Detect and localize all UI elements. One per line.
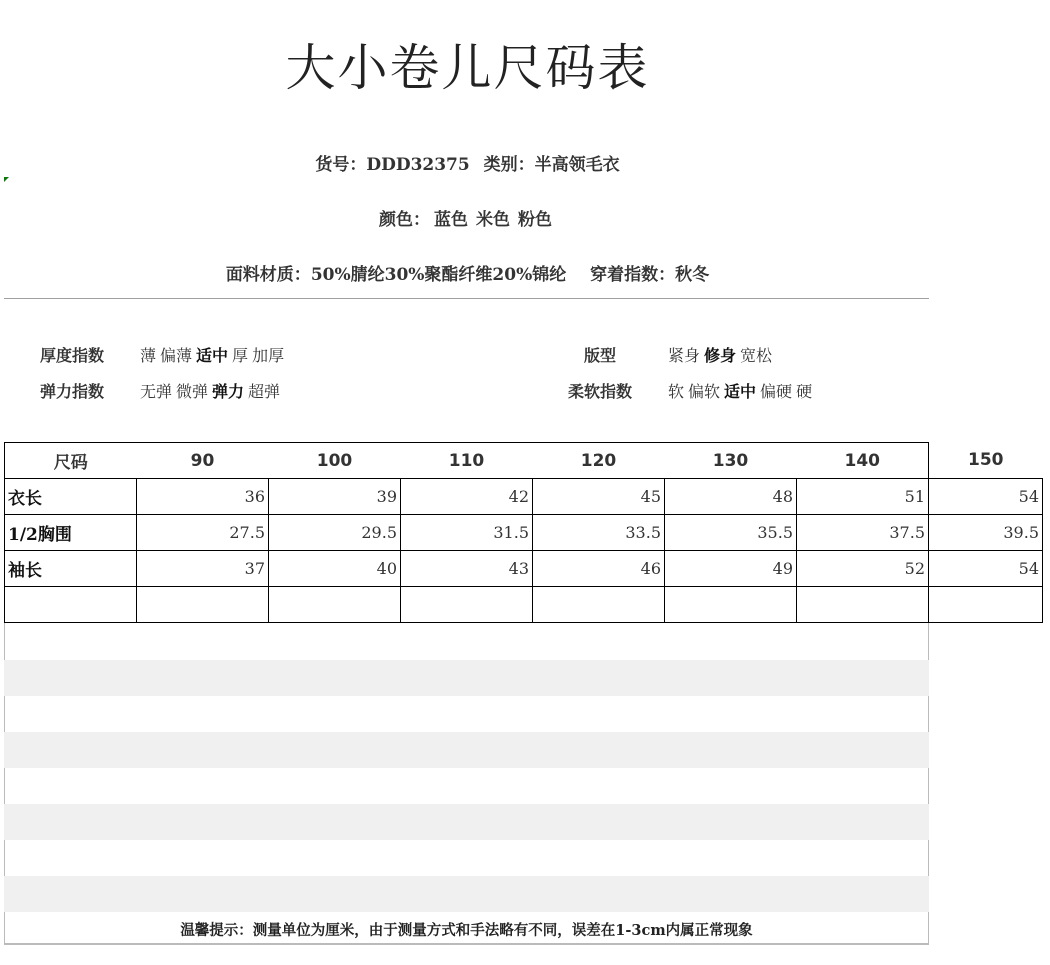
table-cell — [533, 587, 665, 623]
thickness-option: 加厚 — [252, 346, 285, 365]
size-100: 100 — [269, 443, 401, 479]
code-value: DDD32375 — [366, 155, 470, 175]
color-line — [0, 205, 935, 230]
row-label: 衣长 — [5, 479, 137, 515]
material-line — [0, 260, 935, 285]
elasticity-option: 超弹 — [248, 382, 281, 401]
softness-option: 偏软 — [688, 382, 721, 401]
season-label: 穿着指数： — [590, 265, 676, 285]
table-cell: 31.5 — [401, 515, 533, 551]
thickness-option: 适中 — [196, 346, 229, 365]
table-cell: 29.5 — [269, 515, 401, 551]
table-cell: 37 — [137, 551, 269, 587]
row-label: 1/2胸围 — [5, 515, 137, 551]
stripe-row — [4, 660, 929, 696]
table-cell — [797, 587, 929, 623]
table-cell: 43 — [401, 551, 533, 587]
material-label: 面料材质： — [225, 265, 311, 285]
color-3: 粉色 — [518, 210, 552, 230]
table-cell — [137, 587, 269, 623]
cell-comment-marker — [4, 177, 9, 182]
fit-option: 修身 — [704, 346, 737, 365]
table-cell: 42 — [401, 479, 533, 515]
table-cell — [665, 587, 797, 623]
table-cell: 54 — [929, 479, 1043, 515]
color-label: 颜色： — [379, 210, 430, 230]
table-cell: 48 — [665, 479, 797, 515]
product-code-line — [0, 150, 935, 175]
size-110: 110 — [401, 443, 533, 479]
fit-label: 版型 — [583, 346, 616, 365]
code-label: 货号： — [315, 155, 367, 175]
table-cell: 49 — [665, 551, 797, 587]
softness-option: 软 — [668, 382, 685, 401]
softness-label: 柔软指数 — [567, 382, 632, 401]
size-150: 150 — [929, 443, 1043, 479]
row-label: 袖长 — [5, 551, 137, 587]
table-cell — [5, 587, 137, 623]
size-130: 130 — [665, 443, 797, 479]
color-2: 米色 — [476, 210, 510, 230]
divider — [4, 298, 929, 299]
thickness-option: 厚 — [232, 346, 249, 365]
material-value: 50%腈纶30%聚酯纤维20%锦纶 — [310, 265, 567, 285]
fit-option: 紧身 — [668, 346, 701, 365]
fit-options — [668, 343, 776, 366]
table-cell: 46 — [533, 551, 665, 587]
size-table — [4, 442, 1043, 623]
table-row — [5, 551, 1043, 587]
table-cell — [929, 587, 1043, 623]
table-cell: 35.5 — [665, 515, 797, 551]
table-cell: 45 — [533, 479, 665, 515]
table-cell: 40 — [269, 551, 401, 587]
stripe-row — [4, 804, 929, 840]
table-cell: 33.5 — [533, 515, 665, 551]
table-cell — [269, 587, 401, 623]
table-cell: 52 — [797, 551, 929, 587]
category-label: 类别： — [483, 155, 535, 175]
page-title: 大小卷儿尺码表 — [285, 39, 650, 97]
table-row — [5, 479, 1043, 515]
elasticity-option: 弹力 — [212, 382, 245, 401]
elasticity-label: 弹力指数 — [39, 382, 104, 401]
softness-option: 偏硬 — [760, 382, 793, 401]
thickness-options — [140, 343, 288, 366]
size-90: 90 — [137, 443, 269, 479]
thickness-label: 厚度指数 — [39, 346, 104, 365]
elasticity-option: 无弹 — [140, 382, 173, 401]
table-cell: 37.5 — [797, 515, 929, 551]
category-text — [484, 155, 620, 175]
softness-options — [668, 379, 816, 402]
category-value: 半高领毛衣 — [534, 155, 620, 175]
fit-option: 宽松 — [740, 346, 773, 365]
season-value: 秋冬 — [675, 265, 710, 285]
softness-option: 适中 — [724, 382, 757, 401]
stripe-row — [4, 732, 929, 768]
table-cell: 54 — [929, 551, 1043, 587]
season-text — [590, 265, 709, 285]
color-1: 蓝色 — [434, 210, 468, 230]
thickness-option: 薄 — [140, 346, 157, 365]
thickness-option: 偏薄 — [160, 346, 193, 365]
table-cell — [401, 587, 533, 623]
size-header-row — [5, 443, 1043, 479]
material-text — [226, 265, 566, 285]
elasticity-options — [140, 379, 284, 402]
size-140: 140 — [797, 443, 929, 479]
softness-option: 硬 — [796, 382, 813, 401]
table-cell: 39 — [269, 479, 401, 515]
table-row-empty — [5, 587, 1043, 623]
table-cell: 27.5 — [137, 515, 269, 551]
table-row — [5, 515, 1043, 551]
size-120: 120 — [533, 443, 665, 479]
measurement-note: 温馨提示：测量单位为厘米，由于测量方式和手法略有不同，误差在1-3cm内属正常现象 — [180, 922, 753, 939]
size-header-label: 尺码 — [5, 443, 137, 479]
stripe-row — [4, 876, 929, 912]
elasticity-option: 微弹 — [176, 382, 209, 401]
code-text — [315, 155, 469, 175]
table-cell: 51 — [797, 479, 929, 515]
table-cell: 36 — [137, 479, 269, 515]
table-cell: 39.5 — [929, 515, 1043, 551]
